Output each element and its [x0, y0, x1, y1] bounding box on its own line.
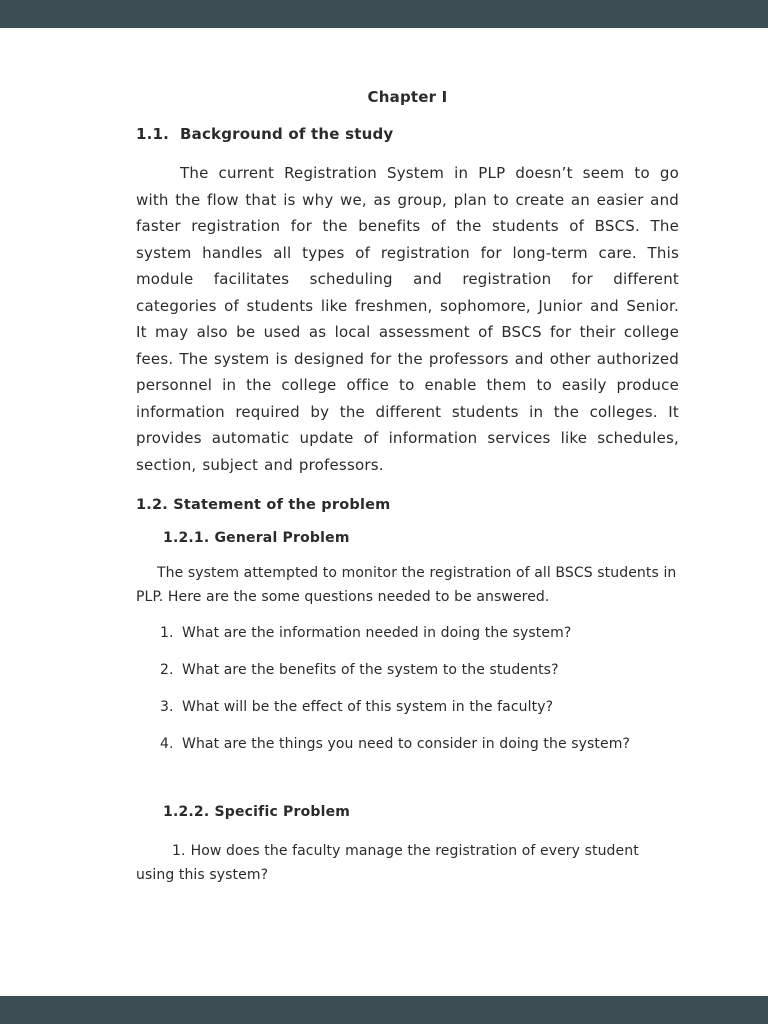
list-item-number: 2.	[160, 662, 174, 678]
background-paragraph: The current Registration System in PLP doesn’t seem to go with the flow that is why we, as group, plan to create an easier and faster registration for the benefits of the students of BSCS. The system handles all types of registration for long-term care. This module facilitates scheduling and registration for different categories of students like freshmen, sophomore, Junior and Senior. It may also be used as local assessment of BSCS for their college fees. The system is designed for the professors and other authorized personnel in the college office to enable them to easily produce information required by the different students in the colleges. It provides automatic update of information services like schedules, section, subject and professors.	[136, 164, 679, 474]
document-page	[136, 0, 679, 887]
subsection-heading-general-problem: 1.2.1. General Problem	[163, 530, 350, 546]
question-list	[160, 621, 679, 756]
list-item-number: 1.	[172, 843, 186, 859]
section-heading-background	[136, 125, 679, 143]
list-item-number: 1.	[160, 625, 174, 641]
list-item	[160, 695, 679, 719]
list-item	[160, 658, 679, 682]
list-item-text: What are the information needed in doing the system?	[182, 625, 572, 641]
general-problem-intro: The system attempted to monitor the registration of all BSCS students in PLP. Here are the some questions needed to be answered.	[136, 565, 677, 605]
list-item-number: 4.	[160, 736, 174, 752]
viewer-footer-bar	[0, 996, 768, 1024]
list-item-number: 3.	[160, 699, 174, 715]
section-number: 1.1.	[136, 125, 170, 143]
chapter-title: Chapter I	[367, 88, 448, 106]
list-item-text: How does the faculty manage the registration of every student using this system?	[136, 843, 639, 883]
section-title: Background of the study	[180, 125, 394, 143]
list-item	[160, 732, 679, 756]
list-item-text: What will be the effect of this system in the faculty?	[182, 699, 554, 715]
list-item	[160, 621, 679, 645]
list-item-text: What are the benefits of the system to the students?	[182, 662, 559, 678]
section-heading-statement: 1.2. Statement of the problem	[136, 497, 391, 513]
subsection-heading-specific-problem: 1.2.2. Specific Problem	[163, 804, 351, 820]
specific-problem-item	[136, 839, 679, 887]
list-item-text: What are the things you need to consider in doing the system?	[182, 736, 630, 752]
